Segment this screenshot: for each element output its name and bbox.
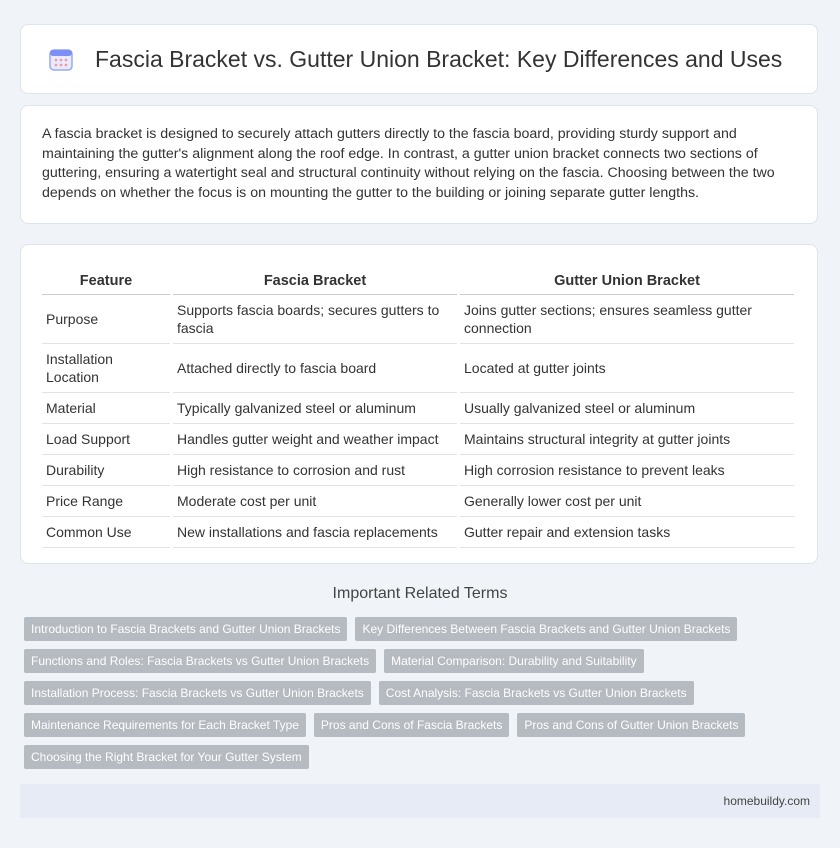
table-cell: Joins gutter sections; ensures seamless gutter connection bbox=[460, 295, 794, 344]
table-row bbox=[42, 295, 794, 344]
table-cell: High resistance to corrosion and rust bbox=[173, 455, 457, 486]
related-term-tag[interactable]: Cost Analysis: Fascia Brackets vs Gutter Union Brackets bbox=[379, 681, 694, 705]
table-row bbox=[42, 517, 794, 548]
column-header-fascia: Fascia Bracket bbox=[173, 264, 457, 295]
table-cell: Gutter repair and extension tasks bbox=[460, 517, 794, 548]
intro-text: A fascia bracket is designed to securely attach gutters directly to the fascia board, providing sturdy support and maintaining the gutter's alignment along the roof edge. In contrast, a gutter union bracket connects two sections of guttering, ensuring a watertight seal and structural continuity without relying on the fascia. Choosing between the two depends on whether the focus is on mounting the gutter to the building or joining separate gutter lengths. bbox=[42, 126, 775, 201]
table-cell: Price Range bbox=[42, 486, 170, 517]
table-cell: Common Use bbox=[42, 517, 170, 548]
table-row bbox=[42, 344, 794, 393]
table-cell: Purpose bbox=[42, 295, 170, 344]
table-cell: Supports fascia boards; secures gutters to fascia bbox=[173, 295, 457, 344]
table-cell: New installations and fascia replacements bbox=[173, 517, 457, 548]
table-cell: Maintains structural integrity at gutter joints bbox=[460, 424, 794, 455]
table-cell: Material bbox=[42, 393, 170, 424]
column-header-union: Gutter Union Bracket bbox=[460, 264, 794, 295]
page-title: Fascia Bracket vs. Gutter Union Bracket: Key Differences and Uses bbox=[95, 45, 783, 72]
comparison-table-card bbox=[20, 244, 818, 564]
table-cell: Load Support bbox=[42, 424, 170, 455]
intro-card bbox=[20, 105, 818, 224]
related-terms-list bbox=[24, 617, 824, 769]
comparison-table bbox=[39, 264, 797, 548]
table-cell: Usually galvanized steel or aluminum bbox=[460, 393, 794, 424]
related-term-tag[interactable]: Key Differences Between Fascia Brackets and Gutter Union Brackets bbox=[355, 617, 737, 641]
related-term-tag[interactable]: Introduction to Fascia Brackets and Gutter Union Brackets bbox=[24, 617, 347, 641]
table-header-row bbox=[42, 264, 794, 295]
table-cell: Typically galvanized steel or aluminum bbox=[173, 393, 457, 424]
page-footer bbox=[20, 784, 820, 818]
table-cell: High corrosion resistance to prevent leaks bbox=[460, 455, 794, 486]
table-cell: Moderate cost per unit bbox=[173, 486, 457, 517]
related-term-tag[interactable]: Functions and Roles: Fascia Brackets vs Gutter Union Brackets bbox=[24, 649, 376, 673]
related-term-tag[interactable]: Pros and Cons of Gutter Union Brackets bbox=[517, 713, 745, 737]
related-term-tag[interactable]: Choosing the Right Bracket for Your Gutter System bbox=[24, 745, 309, 769]
page-header bbox=[20, 24, 818, 94]
related-terms-heading: Important Related Terms bbox=[332, 585, 508, 602]
table-row bbox=[42, 455, 794, 486]
column-header-feature: Feature bbox=[42, 264, 170, 295]
related-term-tag[interactable]: Material Comparison: Durability and Suitability bbox=[384, 649, 643, 673]
related-term-tag[interactable]: Installation Process: Fascia Brackets vs Gutter Union Brackets bbox=[24, 681, 371, 705]
table-row bbox=[42, 424, 794, 455]
table-cell: Handles gutter weight and weather impact bbox=[173, 424, 457, 455]
table-cell: Durability bbox=[42, 455, 170, 486]
calendar-icon bbox=[47, 45, 75, 73]
related-term-tag[interactable]: Maintenance Requirements for Each Bracket Type bbox=[24, 713, 306, 737]
table-cell: Generally lower cost per unit bbox=[460, 486, 794, 517]
table-cell: Attached directly to fascia board bbox=[173, 344, 457, 393]
footer-site-link[interactable]: homebuildy.com bbox=[723, 794, 810, 808]
table-row bbox=[42, 486, 794, 517]
related-term-tag[interactable]: Pros and Cons of Fascia Brackets bbox=[314, 713, 509, 737]
table-row bbox=[42, 393, 794, 424]
table-cell: Installation Location bbox=[42, 344, 170, 393]
table-cell: Located at gutter joints bbox=[460, 344, 794, 393]
